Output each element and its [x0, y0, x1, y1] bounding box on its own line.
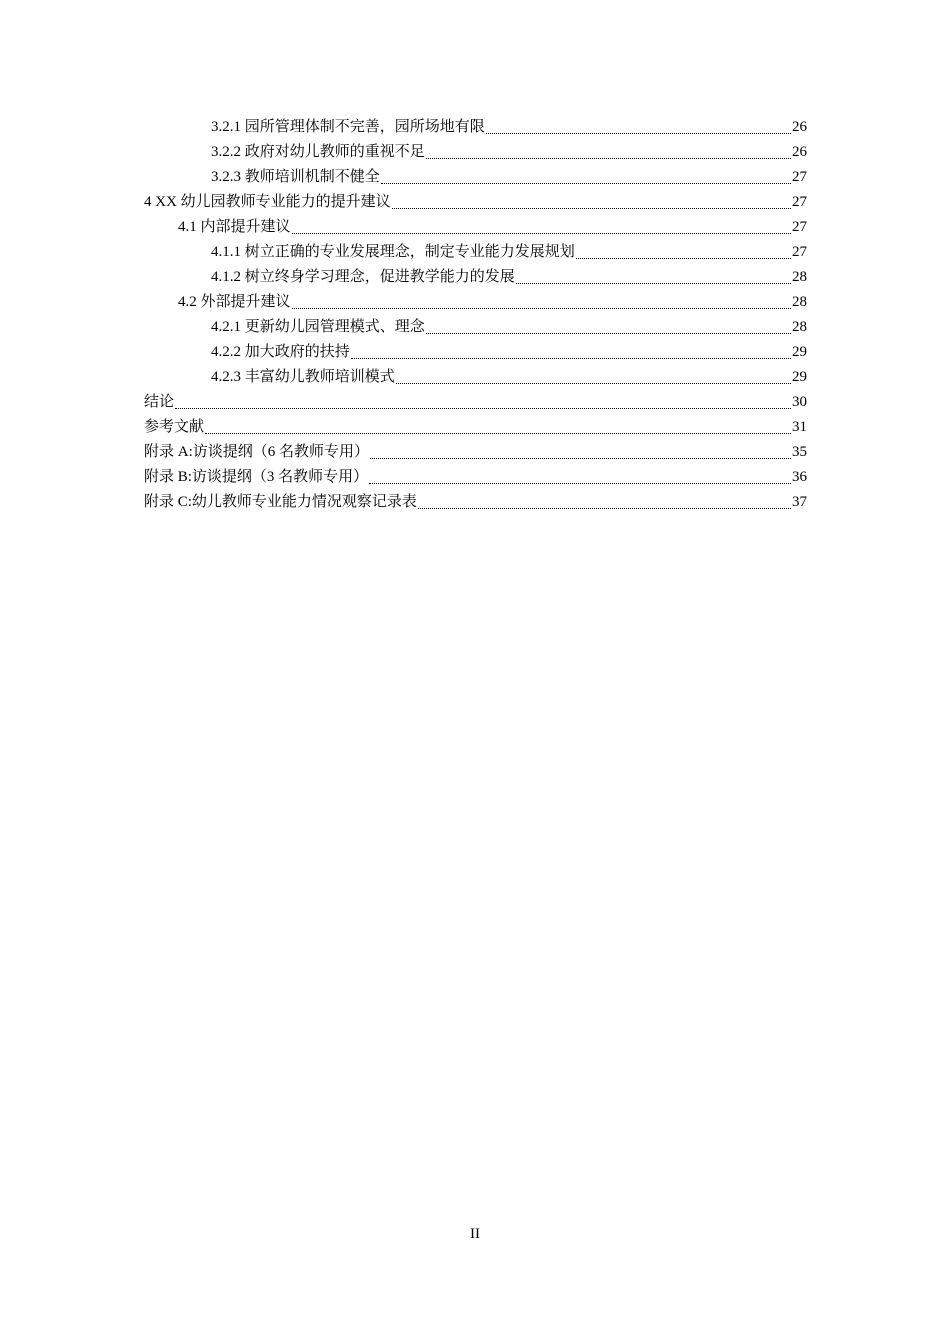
toc-entry-label: 3.2.1 园所管理体制不完善，园所场地有限 [211, 119, 485, 135]
dot-leader [292, 232, 791, 234]
dot-leader [292, 307, 791, 309]
toc-entry-label: 结论 [144, 394, 175, 410]
toc-entry-label: 4.1 内部提升建议 [178, 219, 291, 235]
toc-entry-label: 4.2.1 更新幼儿园管理模式、理念 [211, 319, 425, 335]
toc-entry-label: 3.2.3 教师培训机制不健全 [211, 169, 380, 185]
dot-leader [396, 382, 791, 384]
dot-leader [175, 407, 791, 409]
toc-entry-label: 4.2.3 丰富幼儿教师培训模式 [211, 369, 395, 385]
toc-entry-label: 4.1.2 树立终身学习理念，促进教学能力的发展 [211, 269, 515, 285]
dot-leader [381, 182, 791, 184]
toc-entry-page: 28 [792, 269, 807, 285]
toc-entry-appendix-b[interactable] [144, 465, 807, 490]
toc-entry-label: 3.2.2 政府对幼儿教师的重视不足 [211, 144, 425, 160]
toc-entry-label: 参考文献 [144, 419, 205, 435]
toc-entry-page: 26 [792, 119, 807, 135]
toc-entry-page: 28 [792, 294, 807, 310]
dot-leader [426, 332, 791, 334]
toc-entry-page: 29 [792, 344, 807, 360]
toc-entry-4-2-1[interactable] [211, 315, 807, 340]
toc-entry-appendix-c[interactable] [144, 490, 807, 515]
toc-entry-4-1[interactable] [178, 215, 807, 240]
toc-entry-4-2-3[interactable] [211, 365, 807, 390]
toc-entry-3-2-1[interactable] [211, 115, 807, 140]
dot-leader [392, 207, 791, 209]
dot-leader [516, 282, 791, 284]
dot-leader [426, 157, 791, 159]
toc-entry-4-2-2[interactable] [211, 340, 807, 365]
dot-leader [486, 132, 791, 134]
dot-leader [369, 482, 791, 484]
dot-leader [418, 507, 791, 509]
toc-entry-label: 4.1.1 树立正确的专业发展理念，制定专业能力发展规划 [211, 244, 575, 260]
toc-entry-page: 27 [792, 219, 807, 235]
toc-entry-label: 4.2.2 加大政府的扶持 [211, 344, 350, 360]
toc-entry-label: 附录 B:访谈提纲（3 名教师专用） [144, 469, 369, 485]
toc-entry-4-1-2[interactable] [211, 265, 807, 290]
toc-entry-page: 31 [792, 419, 807, 435]
toc-entry-label: 附录 A:访谈提纲（6 名教师专用） [144, 444, 370, 460]
toc-entry-page: 28 [792, 319, 807, 335]
toc-entry-label: 4 XX 幼儿园教师专业能力的提升建议 [144, 194, 391, 210]
toc-entry-4[interactable] [144, 190, 807, 215]
toc-entry-3-2-2[interactable] [211, 140, 807, 165]
toc-entry-page: 37 [792, 494, 807, 510]
dot-leader [205, 432, 791, 434]
toc-entry-page: 26 [792, 144, 807, 160]
toc-entry-references[interactable] [144, 415, 807, 440]
toc-entry-4-2[interactable] [178, 290, 807, 315]
toc-entry-label: 4.2 外部提升建议 [178, 294, 291, 310]
dot-leader [576, 257, 791, 259]
toc-entry-page: 27 [792, 169, 807, 185]
dot-leader [370, 457, 791, 459]
toc-entry-page: 27 [792, 244, 807, 260]
toc-entry-conclusion[interactable] [144, 390, 807, 415]
table-of-contents [0, 115, 950, 515]
toc-entry-page: 27 [792, 194, 807, 210]
toc-entry-label: 附录 C:幼儿教师专业能力情况观察记录表 [144, 494, 417, 510]
toc-entry-page: 30 [792, 394, 807, 410]
toc-entry-page: 36 [792, 469, 807, 485]
toc-entry-page: 35 [792, 444, 807, 460]
toc-entry-3-2-3[interactable] [211, 165, 807, 190]
toc-entry-4-1-1[interactable] [211, 240, 807, 265]
dot-leader [351, 357, 791, 359]
toc-entry-page: 29 [792, 369, 807, 385]
toc-entry-appendix-a[interactable] [144, 440, 807, 465]
page-number: II [470, 1226, 480, 1242]
